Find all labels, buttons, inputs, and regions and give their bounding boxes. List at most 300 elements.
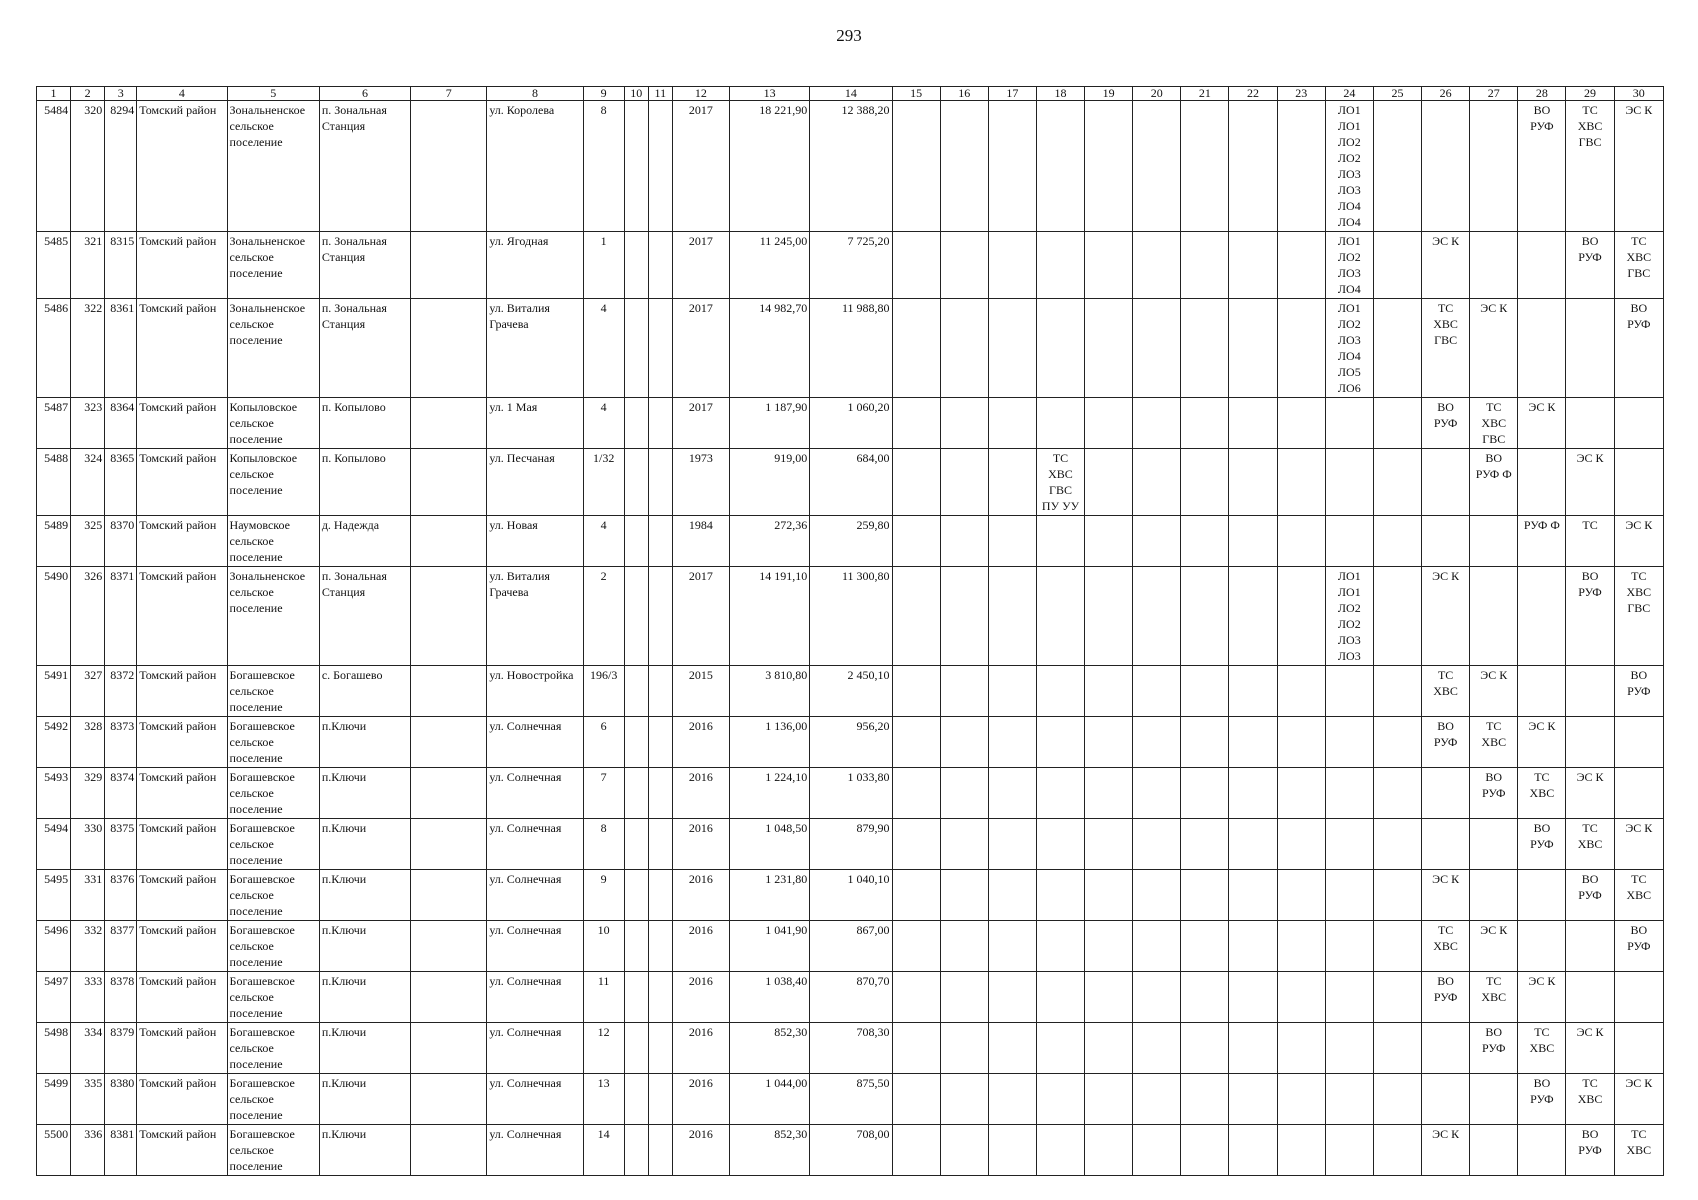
cell-col-14: 708,00 — [810, 1125, 892, 1176]
column-header-16: 16 — [940, 87, 988, 101]
column-header-28: 28 — [1518, 87, 1566, 101]
cell-col-26 — [1422, 717, 1470, 768]
cell-col-10 — [624, 1023, 648, 1074]
cell-col-12: 2016 — [672, 972, 729, 1023]
cell-col-17 — [988, 972, 1036, 1023]
cell-line: РУФ — [1530, 1092, 1554, 1106]
cell-col-27 — [1470, 768, 1518, 819]
cell-col-7 — [411, 398, 487, 449]
cell-col-10 — [624, 768, 648, 819]
cell-col-8: ул. Солнечная — [487, 1023, 583, 1074]
cell-line: ЛО4 — [1337, 349, 1361, 363]
cell-line: ЛО3 — [1337, 266, 1361, 280]
cell-col-5: Наумовское сельское поселение — [227, 516, 319, 567]
cell-col-4: Томский район — [137, 921, 227, 972]
cell-col-2: 320 — [71, 101, 105, 232]
cell-col-27: ЭС К — [1470, 921, 1518, 972]
cell-col-15 — [892, 232, 940, 299]
cell-line: ВО — [1533, 1076, 1551, 1090]
cell-line: ЛО3 — [1337, 183, 1361, 197]
cell-col-7 — [411, 232, 487, 299]
cell-col-27 — [1470, 398, 1518, 449]
cell-col-9: 12 — [583, 1023, 624, 1074]
cell-col-17 — [988, 1074, 1036, 1125]
cell-col-8: ул. Песчаная — [487, 449, 583, 516]
cell-line: ТС — [1582, 821, 1598, 835]
cell-col-26 — [1422, 449, 1470, 516]
cell-col-25 — [1373, 870, 1421, 921]
cell-col-1: 5497 — [37, 972, 71, 1023]
cell-col-26: ЭС К — [1422, 232, 1470, 299]
cell-col-25 — [1373, 666, 1421, 717]
cell-line: ТС — [1534, 1025, 1550, 1039]
cell-line: РУФ — [1627, 317, 1651, 331]
cell-col-1: 5495 — [37, 870, 71, 921]
column-header-20: 20 — [1133, 87, 1181, 101]
cell-col-30 — [1614, 972, 1663, 1023]
cell-col-15 — [892, 1074, 940, 1125]
cell-col-6: п. Зональная Станция — [319, 299, 410, 398]
cell-col-20 — [1133, 1125, 1181, 1176]
cell-line: РУФ — [1627, 684, 1651, 698]
cell-line: РУФ — [1627, 939, 1651, 953]
cell-col-17 — [988, 870, 1036, 921]
cell-col-13: 18 221,90 — [730, 101, 810, 232]
cell-col-28 — [1518, 921, 1566, 972]
cell-col-20 — [1133, 870, 1181, 921]
cell-col-20 — [1133, 567, 1181, 666]
cell-col-19 — [1085, 232, 1133, 299]
cell-col-12: 2016 — [672, 819, 729, 870]
cell-col-8: ул. Солнечная — [487, 819, 583, 870]
cell-col-8: ул. Солнечная — [487, 768, 583, 819]
cell-col-25 — [1373, 232, 1421, 299]
cell-line: ХВС — [1048, 467, 1073, 481]
cell-col-2: 321 — [71, 232, 105, 299]
cell-col-5: Богашевское сельское поселение — [227, 870, 319, 921]
cell-col-12: 2016 — [672, 1125, 729, 1176]
cell-col-23 — [1277, 768, 1325, 819]
cell-col-13: 852,30 — [730, 1023, 810, 1074]
cell-line: ХВС — [1433, 317, 1458, 331]
cell-line: ГВС — [1434, 333, 1458, 347]
cell-col-28 — [1518, 567, 1566, 666]
cell-col-25 — [1373, 567, 1421, 666]
cell-col-5: Зональненское сельское поселение — [227, 101, 319, 232]
cell-col-9: 196/3 — [583, 666, 624, 717]
cell-col-21 — [1181, 972, 1229, 1023]
cell-col-10 — [624, 516, 648, 567]
cell-col-26 — [1422, 398, 1470, 449]
cell-line: ТС — [1631, 234, 1647, 248]
cell-col-27 — [1470, 1125, 1518, 1176]
cell-col-1: 5484 — [37, 101, 71, 232]
cell-col-9: 7 — [583, 768, 624, 819]
cell-col-12: 1984 — [672, 516, 729, 567]
cell-col-16 — [940, 717, 988, 768]
cell-col-21 — [1181, 232, 1229, 299]
cell-col-11 — [648, 666, 672, 717]
cell-col-2: 326 — [71, 567, 105, 666]
cell-col-4: Томский район — [137, 717, 227, 768]
cell-col-19 — [1085, 1125, 1133, 1176]
cell-line: ТС — [1631, 872, 1647, 886]
cell-line: ТС — [1437, 668, 1454, 682]
cell-col-16 — [940, 567, 988, 666]
cell-col-10 — [624, 666, 648, 717]
cell-line: РУФ — [1578, 1143, 1602, 1157]
cell-col-20 — [1133, 516, 1181, 567]
cell-col-6: п.Ключи — [319, 972, 410, 1023]
cell-line: ЛО2 — [1337, 601, 1361, 615]
cell-col-15 — [892, 717, 940, 768]
cell-col-18 — [1036, 232, 1084, 299]
cell-line: ВО — [1485, 1025, 1503, 1039]
cell-col-17 — [988, 101, 1036, 232]
cell-col-29 — [1566, 398, 1614, 449]
cell-col-3: 8374 — [105, 768, 137, 819]
cell-col-22 — [1229, 1023, 1277, 1074]
cell-col-29 — [1566, 1125, 1614, 1176]
column-header-18: 18 — [1036, 87, 1084, 101]
cell-col-1: 5494 — [37, 819, 71, 870]
table-row — [37, 1125, 1664, 1176]
cell-col-23 — [1277, 717, 1325, 768]
cell-col-24 — [1325, 232, 1373, 299]
cell-line: ЛО4 — [1337, 199, 1361, 213]
cell-col-3: 8364 — [105, 398, 137, 449]
cell-col-21 — [1181, 768, 1229, 819]
cell-col-17 — [988, 449, 1036, 516]
cell-col-18 — [1036, 567, 1084, 666]
cell-col-6: п.Ключи — [319, 870, 410, 921]
cell-line: ЛО3 — [1337, 649, 1361, 663]
cell-col-27 — [1470, 1023, 1518, 1074]
cell-line: ТС — [1631, 569, 1647, 583]
cell-col-15 — [892, 768, 940, 819]
cell-col-11 — [648, 717, 672, 768]
column-header-10: 10 — [624, 87, 648, 101]
cell-col-26 — [1422, 921, 1470, 972]
cell-col-15 — [892, 972, 940, 1023]
cell-col-22 — [1229, 449, 1277, 516]
cell-col-26 — [1422, 1074, 1470, 1125]
cell-col-11 — [648, 819, 672, 870]
cell-col-19 — [1085, 398, 1133, 449]
cell-col-8: ул. Новостройка — [487, 666, 583, 717]
cell-col-25 — [1373, 299, 1421, 398]
cell-col-30: ЭС К — [1614, 1074, 1663, 1125]
cell-col-13: 919,00 — [730, 449, 810, 516]
cell-col-14: 875,50 — [810, 1074, 892, 1125]
cell-col-24 — [1325, 921, 1373, 972]
cell-col-19 — [1085, 666, 1133, 717]
cell-col-7 — [411, 870, 487, 921]
cell-col-27 — [1470, 870, 1518, 921]
cell-col-24 — [1325, 449, 1373, 516]
cell-col-27 — [1470, 819, 1518, 870]
cell-col-12: 2015 — [672, 666, 729, 717]
cell-col-22 — [1229, 1074, 1277, 1125]
cell-line: ВО — [1630, 668, 1648, 682]
cell-col-11 — [648, 232, 672, 299]
cell-col-13: 1 044,00 — [730, 1074, 810, 1125]
cell-col-6: п. Зональная Станция — [319, 567, 410, 666]
cell-col-3: 8375 — [105, 819, 137, 870]
column-header-27: 27 — [1470, 87, 1518, 101]
cell-line: ТС — [1486, 974, 1502, 988]
column-header-21: 21 — [1181, 87, 1229, 101]
cell-col-2: 333 — [71, 972, 105, 1023]
cell-line: ТС — [1486, 719, 1502, 733]
cell-col-23 — [1277, 398, 1325, 449]
cell-col-22 — [1229, 666, 1277, 717]
cell-col-3: 8378 — [105, 972, 137, 1023]
cell-line: ХВС — [1626, 585, 1652, 599]
cell-col-23 — [1277, 666, 1325, 717]
cell-col-17 — [988, 398, 1036, 449]
cell-col-25 — [1373, 768, 1421, 819]
cell-col-13: 14 191,10 — [730, 567, 810, 666]
cell-col-3: 8372 — [105, 666, 137, 717]
cell-col-9: 8 — [583, 101, 624, 232]
cell-col-2: 336 — [71, 1125, 105, 1176]
cell-line: ХВС — [1577, 1092, 1603, 1106]
cell-line: РУФ — [1482, 786, 1506, 800]
cell-line: ХВС — [1529, 786, 1555, 800]
cell-col-19 — [1085, 921, 1133, 972]
table-header — [37, 87, 1664, 101]
cell-col-7 — [411, 1074, 487, 1125]
cell-col-25 — [1373, 1125, 1421, 1176]
cell-line: РУФ — [1433, 735, 1458, 749]
cell-col-20 — [1133, 666, 1181, 717]
cell-col-11 — [648, 299, 672, 398]
cell-line: ЛО4 — [1337, 215, 1361, 229]
cell-col-10 — [624, 1074, 648, 1125]
cell-col-22 — [1229, 567, 1277, 666]
cell-col-18 — [1036, 972, 1084, 1023]
cell-col-26 — [1422, 972, 1470, 1023]
column-header-26: 26 — [1422, 87, 1470, 101]
cell-col-14: 12 388,20 — [810, 101, 892, 232]
cell-col-19 — [1085, 449, 1133, 516]
cell-col-10 — [624, 921, 648, 972]
cell-col-21 — [1181, 1074, 1229, 1125]
cell-col-10 — [624, 819, 648, 870]
table-row — [37, 449, 1664, 516]
cell-col-17 — [988, 768, 1036, 819]
cell-col-11 — [648, 516, 672, 567]
column-header-15: 15 — [892, 87, 940, 101]
cell-col-25 — [1373, 516, 1421, 567]
cell-col-21 — [1181, 398, 1229, 449]
cell-col-4: Томский район — [137, 870, 227, 921]
cell-col-2: 327 — [71, 666, 105, 717]
cell-col-28 — [1518, 232, 1566, 299]
cell-col-16 — [940, 972, 988, 1023]
cell-col-12: 1973 — [672, 449, 729, 516]
cell-col-21 — [1181, 1023, 1229, 1074]
cell-line: ЛО1 — [1337, 585, 1361, 599]
cell-line: ЛО3 — [1337, 633, 1361, 647]
cell-col-14: 11 300,80 — [810, 567, 892, 666]
cell-col-16 — [940, 666, 988, 717]
cell-col-2: 334 — [71, 1023, 105, 1074]
column-header-13: 13 — [730, 87, 810, 101]
cell-col-30 — [1614, 398, 1663, 449]
cell-col-16 — [940, 1074, 988, 1125]
cell-line: ТС — [1437, 923, 1454, 937]
cell-col-27 — [1470, 101, 1518, 232]
column-header-23: 23 — [1277, 87, 1325, 101]
cell-col-6: п.Ключи — [319, 717, 410, 768]
cell-col-14: 1 060,20 — [810, 398, 892, 449]
cell-col-10 — [624, 299, 648, 398]
cell-col-25 — [1373, 717, 1421, 768]
cell-col-8: ул. Королева — [487, 101, 583, 232]
cell-line: ТС — [1534, 770, 1550, 784]
cell-col-3: 8380 — [105, 1074, 137, 1125]
cell-line: ВО — [1437, 719, 1454, 733]
cell-col-8: ул. Солнечная — [487, 1125, 583, 1176]
cell-line: ГВС — [1049, 483, 1072, 497]
cell-line: ЛО2 — [1337, 317, 1361, 331]
cell-col-11 — [648, 398, 672, 449]
cell-line: ВО — [1485, 770, 1503, 784]
cell-col-18 — [1036, 516, 1084, 567]
cell-col-21 — [1181, 1125, 1229, 1176]
column-header-2: 2 — [71, 87, 105, 101]
cell-col-1: 5491 — [37, 666, 71, 717]
column-header-30: 30 — [1614, 87, 1663, 101]
column-header-4: 4 — [137, 87, 227, 101]
cell-col-6: п.Ключи — [319, 819, 410, 870]
cell-col-23 — [1277, 232, 1325, 299]
cell-col-27: ЭС К — [1470, 666, 1518, 717]
cell-col-6: п. Зональная Станция — [319, 232, 410, 299]
cell-col-22 — [1229, 972, 1277, 1023]
cell-col-27 — [1470, 567, 1518, 666]
cell-col-15 — [892, 567, 940, 666]
cell-col-29 — [1566, 1074, 1614, 1125]
cell-col-20 — [1133, 819, 1181, 870]
cell-col-11 — [648, 567, 672, 666]
table-row — [37, 1023, 1664, 1074]
cell-col-2: 322 — [71, 299, 105, 398]
cell-col-30 — [1614, 717, 1663, 768]
cell-col-17 — [988, 921, 1036, 972]
cell-line: ХВС — [1481, 990, 1507, 1004]
cell-col-5: Зональненское сельское поселение — [227, 567, 319, 666]
cell-col-23 — [1277, 1125, 1325, 1176]
cell-col-29 — [1566, 666, 1614, 717]
cell-line: ЛО1 — [1337, 301, 1361, 315]
cell-col-29 — [1566, 299, 1614, 398]
cell-col-8: ул. Ягодная — [487, 232, 583, 299]
cell-col-2: 325 — [71, 516, 105, 567]
column-header-22: 22 — [1229, 87, 1277, 101]
cell-line: ХВС — [1626, 888, 1652, 902]
cell-line: РУФ — [1433, 990, 1458, 1004]
cell-col-18 — [1036, 449, 1084, 516]
cell-col-18 — [1036, 1125, 1084, 1176]
cell-col-11 — [648, 449, 672, 516]
cell-col-15 — [892, 398, 940, 449]
cell-col-4: Томский район — [137, 567, 227, 666]
cell-col-29 — [1566, 870, 1614, 921]
cell-col-19 — [1085, 1074, 1133, 1125]
cell-col-19 — [1085, 819, 1133, 870]
cell-col-17 — [988, 516, 1036, 567]
cell-col-6: с. Богашево — [319, 666, 410, 717]
cell-col-20 — [1133, 232, 1181, 299]
cell-col-6: п.Ключи — [319, 921, 410, 972]
cell-col-20 — [1133, 1023, 1181, 1074]
cell-col-21 — [1181, 299, 1229, 398]
cell-col-6: п. Зональная Станция — [319, 101, 410, 232]
cell-col-17 — [988, 819, 1036, 870]
cell-line: ТС — [1582, 103, 1598, 117]
cell-col-28 — [1518, 1074, 1566, 1125]
cell-col-23 — [1277, 567, 1325, 666]
cell-col-10 — [624, 870, 648, 921]
cell-col-25 — [1373, 1023, 1421, 1074]
cell-col-21 — [1181, 449, 1229, 516]
cell-col-18 — [1036, 819, 1084, 870]
cell-col-15 — [892, 666, 940, 717]
cell-line: ГВС — [1578, 135, 1602, 149]
cell-col-10 — [624, 972, 648, 1023]
column-header-11: 11 — [648, 87, 672, 101]
cell-col-11 — [648, 1023, 672, 1074]
cell-col-4: Томский район — [137, 819, 227, 870]
cell-col-29 — [1566, 567, 1614, 666]
cell-col-10 — [624, 717, 648, 768]
cell-col-5: Богашевское сельское поселение — [227, 1023, 319, 1074]
column-header-25: 25 — [1373, 87, 1421, 101]
cell-col-8: ул. Солнечная — [487, 972, 583, 1023]
cell-col-22 — [1229, 819, 1277, 870]
cell-col-22 — [1229, 299, 1277, 398]
cell-col-19 — [1085, 516, 1133, 567]
cell-col-30 — [1614, 870, 1663, 921]
table-row — [37, 666, 1664, 717]
cell-col-7 — [411, 516, 487, 567]
column-header-1: 1 — [37, 87, 71, 101]
cell-col-7 — [411, 921, 487, 972]
cell-col-24 — [1325, 666, 1373, 717]
cell-col-14: 684,00 — [810, 449, 892, 516]
cell-col-16 — [940, 1023, 988, 1074]
cell-col-9: 6 — [583, 717, 624, 768]
cell-col-16 — [940, 921, 988, 972]
column-number-row — [37, 87, 1664, 101]
cell-col-26 — [1422, 768, 1470, 819]
cell-line: ЛО2 — [1337, 250, 1361, 264]
cell-col-27 — [1470, 717, 1518, 768]
cell-line: РУФ — [1482, 1041, 1506, 1055]
cell-col-29 — [1566, 232, 1614, 299]
cell-col-17 — [988, 666, 1036, 717]
cell-col-1: 5490 — [37, 567, 71, 666]
cell-col-12: 2017 — [672, 398, 729, 449]
cell-col-10 — [624, 232, 648, 299]
cell-line: ХВС — [1529, 1041, 1555, 1055]
cell-col-4: Томский район — [137, 232, 227, 299]
cell-col-13: 1 041,90 — [730, 921, 810, 972]
column-header-14: 14 — [810, 87, 892, 101]
